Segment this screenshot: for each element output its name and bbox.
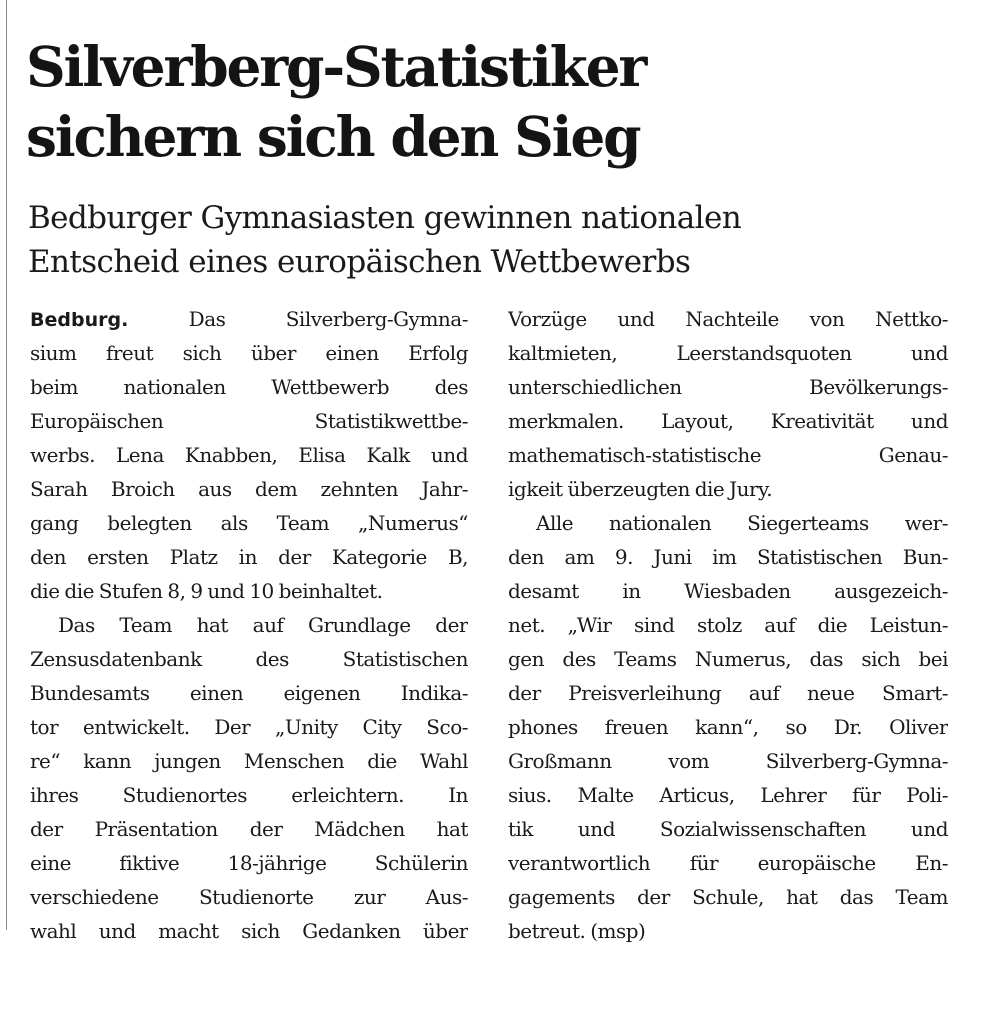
text-line-rest: Das Silverberg-Gymna-: [128, 307, 468, 331]
text-line: desamt in Wiesbaden ausgezeich-: [508, 579, 948, 603]
text-line: gen des Teams Numerus, das sich bei: [508, 647, 948, 671]
text-line: Großmann vom Silverberg-Gymna-: [508, 749, 948, 773]
text-line: betreut. (msp): [508, 919, 646, 943]
text-line: Sarah Broich aus dem zehnten Jahr-: [30, 477, 468, 501]
text-line: gang belegten als Team „Numerus“: [30, 511, 468, 535]
text-line: den am 9. Juni im Statistischen Bun-: [508, 545, 948, 569]
text-line: beim nationalen Wettbewerb des: [30, 375, 468, 399]
text-line: Alle nationalen Siegerteams wer-: [536, 511, 948, 535]
left-column-rule: [6, 0, 7, 930]
text-line: der Präsentation der Mädchen hat: [30, 817, 468, 841]
article-column-2: [508, 302, 948, 948]
headline-line: Silverberg-Statistiker: [26, 34, 646, 99]
text-line: wahl und macht sich Gedanken über: [30, 919, 468, 943]
article-headline: [26, 32, 976, 172]
dateline: Bedburg.: [30, 309, 129, 331]
text-line: werbs. Lena Knabben, Elisa Kalk und: [30, 443, 468, 467]
text-line: sium freut sich über einen Erfolg: [30, 341, 468, 365]
text-line: verschiedene Studienorte zur Aus-: [30, 885, 468, 909]
text-line: [30, 302, 468, 336]
text-line: mathematisch-statistische Genau-: [508, 443, 948, 467]
text-line: tik und Sozialwissenschaften und: [508, 817, 948, 841]
text-line: sius. Malte Articus, Lehrer für Poli-: [508, 783, 948, 807]
text-line: Zensusdatenbank des Statistischen: [30, 647, 468, 671]
text-line: Vorzüge und Nachteile von Nettko-: [508, 307, 948, 331]
text-line: kaltmieten, Leerstandsquoten und: [508, 341, 948, 365]
text-line: unterschiedlichen Bevölkerungs-: [508, 375, 948, 399]
text-line: ihres Studienortes erleichtern. In: [30, 783, 468, 807]
text-line: tor entwickelt. Der „Unity City Sco-: [30, 715, 468, 739]
subheadline-line: Bedburger Gymnasiasten gewinnen nationalen: [28, 200, 742, 236]
text-line: Das Team hat auf Grundlage der: [58, 613, 468, 637]
text-line: merkmalen. Layout, Kreativität und: [508, 409, 948, 433]
text-line: die die Stufen 8, 9 und 10 beinhaltet.: [30, 579, 383, 603]
text-line: gagements der Schule, hat das Team: [508, 885, 948, 909]
text-line: phones freuen kann“, so Dr. Oliver: [508, 715, 948, 739]
text-line: Europäischen Statistikwettbe-: [30, 409, 468, 433]
article-subheadline: [28, 196, 978, 284]
text-line: den ersten Platz in der Kategorie B,: [30, 545, 468, 569]
article-column-1: [30, 302, 468, 948]
text-line: eine fiktive 18-jährige Schülerin: [30, 851, 468, 875]
text-line: der Preisverleihung auf neue Smart-: [508, 681, 948, 705]
text-line: igkeit überzeugten die Jury.: [508, 477, 773, 501]
text-line: verantwortlich für europäische En-: [508, 851, 948, 875]
headline-line: sichern sich den Sieg: [26, 104, 640, 169]
text-line: Bundesamts einen eigenen Indika-: [30, 681, 468, 705]
text-line: re“ kann jungen Menschen die Wahl: [30, 749, 468, 773]
text-line: net. „Wir sind stolz auf die Leistun-: [508, 613, 948, 637]
subheadline-line: Entscheid eines europäischen Wettbewerbs: [28, 244, 691, 280]
